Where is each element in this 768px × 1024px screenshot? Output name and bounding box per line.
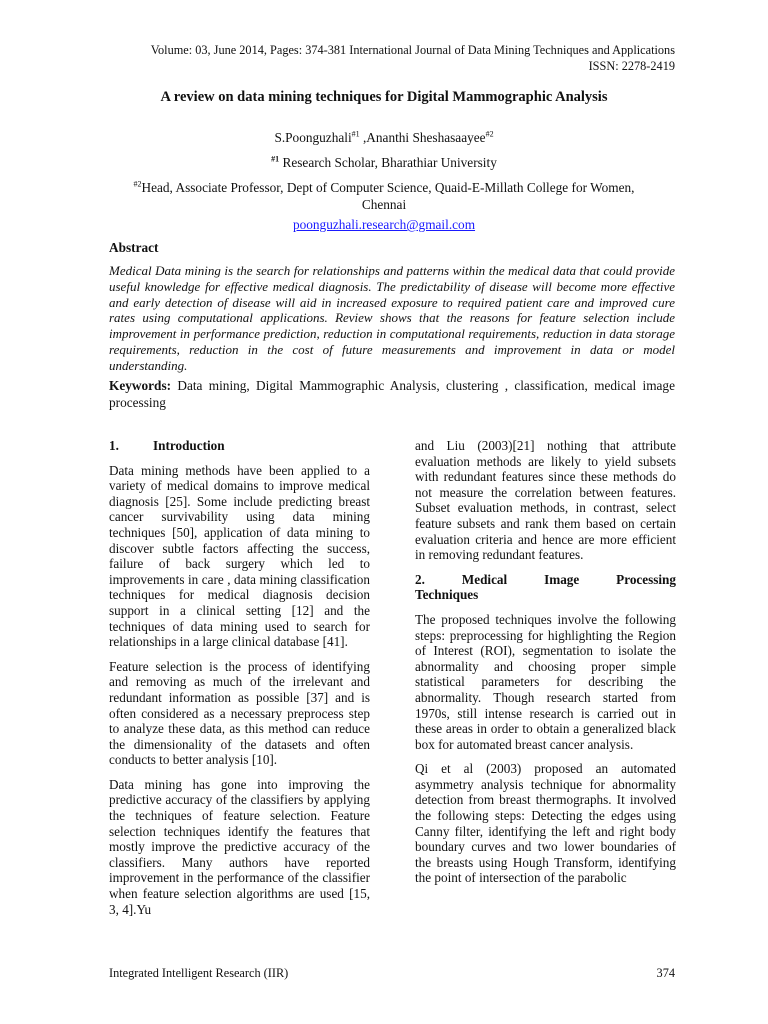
- section-1-number: 1.: [109, 438, 119, 453]
- section-1-title: Introduction: [153, 438, 225, 453]
- affiliation-2-text: Head, Associate Professor, Dept of Computer Science, Quaid-E-Millath College for Women,: [141, 180, 635, 195]
- author-line: [0, 130, 768, 146]
- affiliation-2-city: Chennai: [361, 197, 407, 212]
- footer-page-number: 374: [656, 966, 675, 980]
- affiliation-1-sup: #1: [271, 154, 280, 164]
- right-column: [415, 438, 676, 895]
- keywords: [109, 377, 675, 411]
- right-paragraph-0: and Liu (2003)[21] nothing that attribute evaluation methods are likely to yield subsets with redundant features since these methods do not measure the correlation between features. Subset evaluation methods, in contrast, select feature subsets and rank them based on certain evaluation criteria and hence are more efficient in removing redundant features.: [415, 438, 676, 563]
- footer-publisher: Integrated Intelligent Research (IIR): [109, 966, 289, 980]
- journal-issn: ISSN: 2278-2419: [588, 59, 675, 73]
- right-paragraph-2: Qi et al (2003) proposed an automated asymmetry analysis technique for abnormality detection from breast thermographs. It involved the following steps: Detecting the edges using Canny filter, identifying the left and right body boundary curves and two lower boundaries of the breasts using Hough Transform, identifying the point of intersection of the parabolic: [415, 761, 676, 886]
- section-2-title-line2: Techniques: [415, 587, 479, 603]
- abstract-heading: Abstract: [109, 240, 159, 255]
- intro-paragraph-1: Data mining methods have been applied to a variety of medical domains to improve medical diagnosis [25]. Some include predicting breast cancer survivability using data mining techniques [50], application of data mining to discover subtle factors affecting the success, failure of back surgery which led to improvements in care , data mining classification techniques for medical diagnosis decision support in a clinical setting [12] and the techniques of data mining used to search for relationships in a large clinical database [41].: [109, 462, 370, 650]
- journal-header-line1: Volume: 03, June 2014, Pages: 374-381 International Journal of Data Mining Techniques and Applications: [150, 43, 675, 57]
- section-2-number: 2.: [415, 571, 425, 587]
- paper-title: A review on data mining techniques for Digital Mammographic Analysis: [160, 89, 608, 105]
- left-column: [109, 438, 370, 926]
- section-2-word1: Medical: [461, 571, 508, 587]
- right-paragraph-1: The proposed techniques involve the following steps: preprocessing for highlighting the Region of Interest (ROI), segmentation to isolate the abnormality and choosing proper simple statistical parameters for describing the abnormality. Though research started from 1970s, still intense research is carried out in these areas in order to obtain a generalized black box for automated breast cancer analysis.: [415, 611, 676, 752]
- abstract-body: Medical Data mining is the search for relationships and patterns within the medical data that could provide useful knowledge for effective medical diagnosis. The predictability of disease will become more effective and early detection of disease will aid in increased exposure to required patient care and improved cure rates using computational applications. Review shows that the reasons for feature selection include improvement in performance prediction, reduction in computational requirements, reduction in data storage requirements, reduction in the cost of future measurements and improvement in data or model understanding.: [109, 263, 675, 373]
- affiliation-2: [0, 179, 768, 213]
- section-2-word2: Image: [544, 571, 580, 587]
- intro-paragraph-3: Data mining has gone into improving the predictive accuracy of the classifiers by applying the techniques of feature selection. Feature selection techniques identify the features that mostly improve the predictive accuracy of the classifiers. Many authors have reported improvement in the performance of the classifier when feature selection algorithms are used [15, 3, 4].Yu: [109, 776, 370, 917]
- author-name-2: ,Ananthi Sheshasaayee: [359, 130, 486, 145]
- intro-paragraph-2: Feature selection is the process of identifying and removing as much of the irrelevant and redundant information as possible [37] and is often considered as a necessary preprocess step to analyze these data, as this method can reduce the dimensionality of the datasets and often conducts to better analysis [10].: [109, 658, 370, 768]
- keywords-label: Keywords:: [109, 378, 172, 393]
- section-2-heading: [415, 572, 676, 603]
- author-sup-1: #1: [351, 129, 360, 139]
- affiliation-1-text: Research Scholar, Bharathiar University: [279, 155, 497, 170]
- author-name-1: S.Poonguzhali: [274, 130, 352, 145]
- section-2-word3: Processing: [616, 571, 676, 587]
- author-email-link[interactable]: poonguzhali.research@gmail.com: [292, 217, 476, 232]
- section-1-heading: [109, 438, 370, 454]
- affiliation-2-sup: #2: [133, 179, 142, 189]
- keywords-text: Data mining, Digital Mammographic Analysis, clustering , classification, medical image processing: [109, 378, 675, 410]
- author-sup-2: #2: [485, 129, 494, 139]
- affiliation-1: [0, 155, 768, 171]
